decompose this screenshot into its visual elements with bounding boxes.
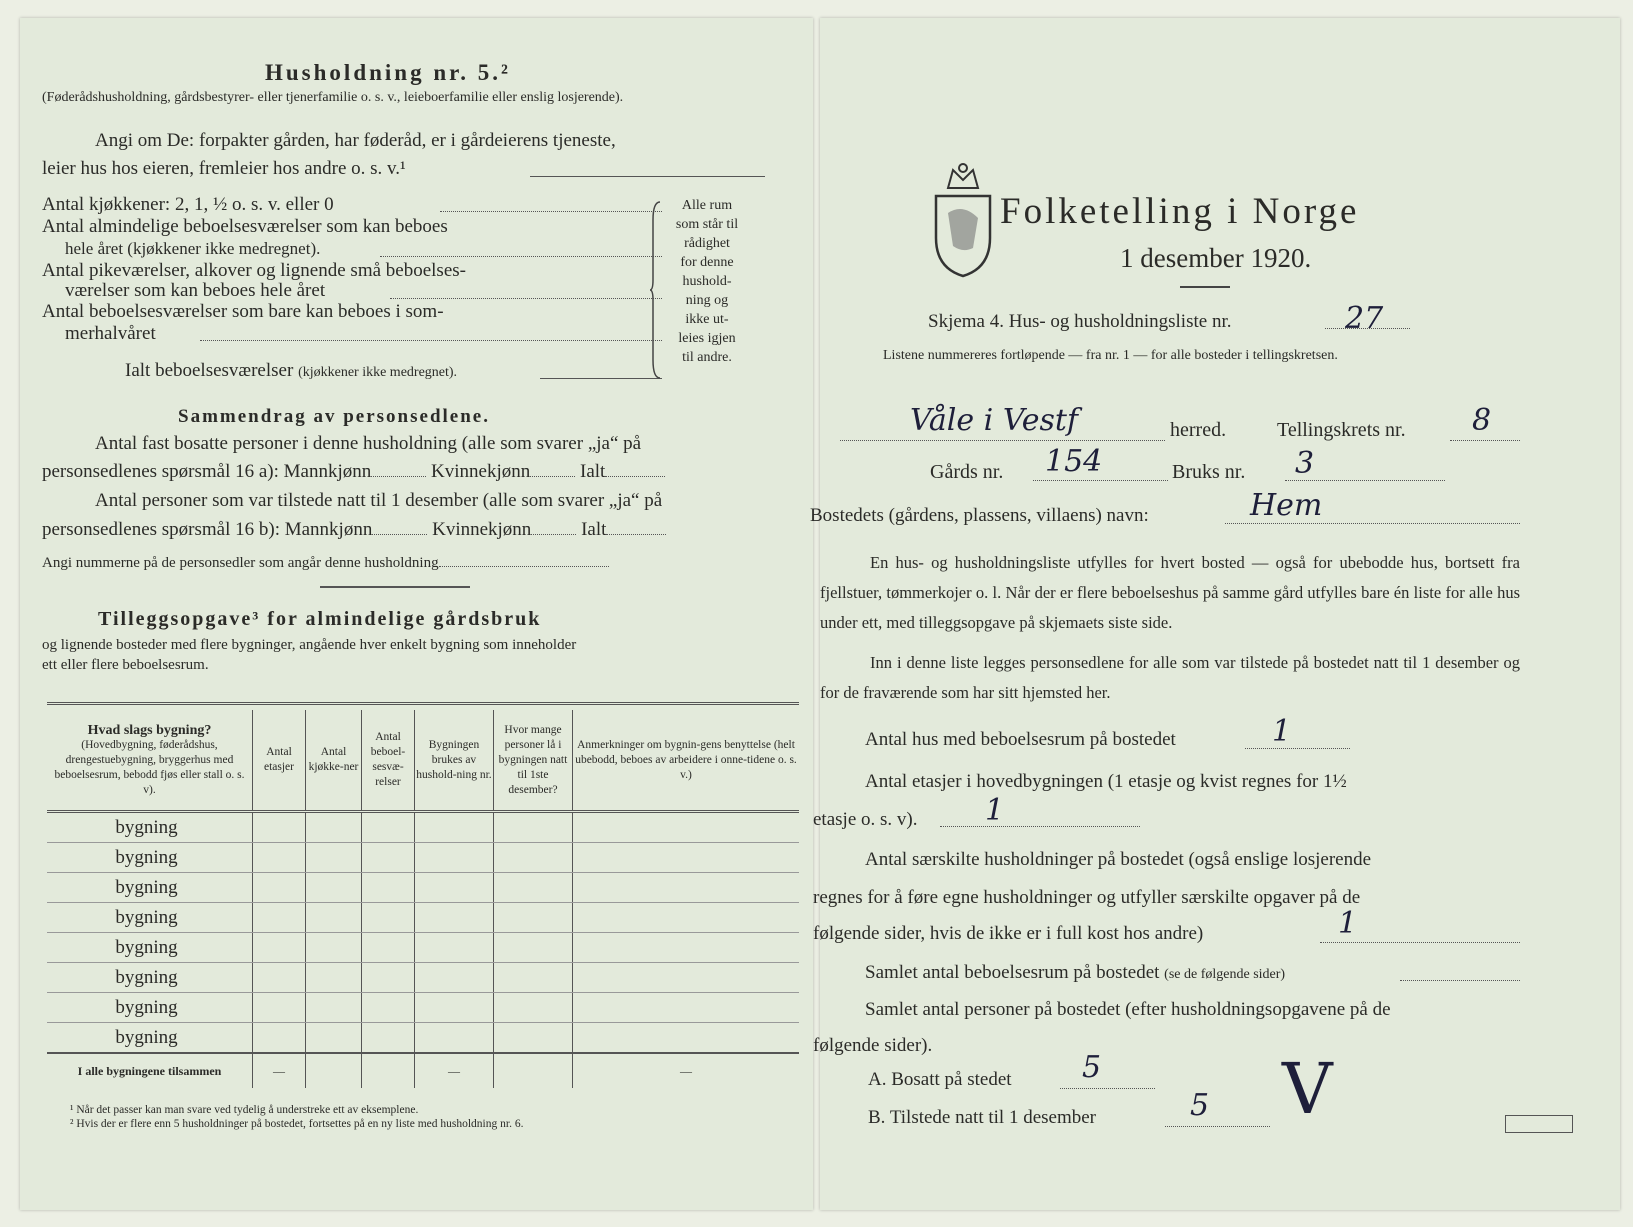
- check-mark: V: [1282, 1048, 1333, 1130]
- table-header-row: [47, 710, 799, 812]
- cell[interactable]: [573, 903, 800, 933]
- coat-of-arms-icon: [928, 158, 998, 278]
- table-row: [47, 903, 799, 933]
- side-note: [662, 196, 752, 367]
- total-rooms-label: Ialt beboelsesværelser: [125, 360, 294, 381]
- answer-line: [530, 176, 765, 177]
- cell[interactable]: [253, 933, 306, 963]
- summer-rooms-question-1: Antal beboelsesværelser som bare kan beboes i som-: [42, 301, 444, 322]
- col-building-type: [47, 710, 253, 812]
- table-row: [47, 812, 799, 843]
- numbers-line: [42, 554, 609, 573]
- table-row: [47, 873, 799, 903]
- total-rooms-answer-line[interactable]: [540, 378, 662, 379]
- table-total-row: [47, 1053, 799, 1088]
- cell[interactable]: [573, 812, 800, 843]
- cell[interactable]: [415, 812, 494, 843]
- table-row: [47, 1023, 799, 1054]
- a-field[interactable]: [1060, 1088, 1155, 1089]
- maid-rooms-question-2: værelser som kan beboes hele året: [65, 280, 326, 301]
- cell[interactable]: [253, 843, 306, 873]
- table-top-rule: [47, 702, 799, 705]
- heading-rule: [1180, 286, 1230, 288]
- bosted-label: Bostedets (gårdens, plassens, villaens) navn:: [810, 505, 1149, 526]
- q-floors-value[interactable]: 1: [985, 793, 1005, 828]
- numbers-field[interactable]: [439, 566, 609, 567]
- household-intro-note: (Føderådshusholdning, gårdsbestyrer- eller tjenerfamilie o. s. v., leieboerfamilie eller enslig losjerende).: [42, 90, 624, 105]
- cell[interactable]: [573, 963, 800, 993]
- side-note-line: ikke ut-: [685, 312, 729, 327]
- maid-rooms-question-1: Antal pikeværelser, alkover og lignende små beboelses-: [42, 260, 466, 281]
- cell[interactable]: [306, 903, 362, 933]
- side-note-line: rådighet: [684, 236, 730, 251]
- total-b-field[interactable]: [606, 534, 666, 535]
- row-label: bygning: [47, 812, 253, 843]
- cell[interactable]: [362, 843, 415, 873]
- summary-b-label: personsedlenes spørsmål 16 b): Mannkjønn: [42, 519, 373, 540]
- col-floors-label: Antal etasjer: [263, 746, 294, 773]
- schema-line: Skjema 4. Hus- og husholdningsliste nr.: [928, 311, 1232, 332]
- table-row: [47, 963, 799, 993]
- total-b-label: Ialt: [581, 519, 607, 540]
- b-label: B. Tilstede natt til 1 desember: [868, 1107, 1096, 1128]
- cell[interactable]: [415, 993, 494, 1023]
- col-floors: [253, 710, 306, 812]
- q-households-value[interactable]: 1: [1338, 906, 1358, 941]
- total-persons[interactable]: [494, 1053, 573, 1088]
- cell[interactable]: [415, 1023, 494, 1054]
- cell[interactable]: [494, 963, 573, 993]
- supplement-line1: og lignende bosteder med flere bygninger, angående hver enkelt bygning som inneholder: [42, 637, 577, 653]
- female-a-label: Kvinnekjønn: [431, 461, 531, 482]
- household-title: Husholdning nr. 5.²: [265, 60, 511, 85]
- total-remarks: —: [573, 1053, 800, 1088]
- total-floors: —: [253, 1053, 306, 1088]
- total-rooms[interactable]: [362, 1053, 415, 1088]
- herred-field[interactable]: [840, 440, 1165, 441]
- summary-a-line2: [42, 461, 665, 483]
- cell[interactable]: [415, 873, 494, 903]
- q-rooms-note: (se de følgende sider): [1164, 967, 1286, 982]
- q-rooms-field[interactable]: [1400, 980, 1520, 981]
- left-page: [20, 18, 813, 1210]
- cell[interactable]: [306, 843, 362, 873]
- q-floors-line1: Antal etasjer i hovedbygningen (1 etasje og kvist regnes for 1½: [865, 771, 1347, 792]
- q-households-field[interactable]: [1320, 942, 1520, 943]
- total-rooms-note: (kjøkkener ikke medregnet).: [298, 365, 458, 380]
- female-a-field[interactable]: [530, 476, 575, 477]
- cell[interactable]: [415, 933, 494, 963]
- col-rooms: [362, 710, 415, 812]
- q-rooms-line: [865, 961, 1285, 985]
- summary-a-label: personsedlenes spørsmål 16 a): Mannkjønn: [42, 461, 372, 482]
- divider: [320, 586, 470, 588]
- cell[interactable]: [306, 1023, 362, 1054]
- total-row-label: I alle bygningene tilsammen: [47, 1053, 253, 1088]
- cell[interactable]: [415, 843, 494, 873]
- bosted-value[interactable]: Hem: [1250, 488, 1323, 523]
- cell[interactable]: [494, 812, 573, 843]
- q-houses-value[interactable]: 1: [1272, 714, 1292, 749]
- paragraph-2: Inn i denne liste legges personsedlene for alle som var tilstede på bostedet natt til 1 desember og for de fraværende som har sitt hjemsted her.: [820, 653, 1520, 702]
- col-remarks-label: Anmerkninger om bygnin-gens benyttelse (helt ubebodd, beboes av arbeidere i onne-tidene o. s. v.): [575, 738, 797, 781]
- female-b-field[interactable]: [531, 534, 576, 535]
- side-note-line: leies igjen: [678, 331, 736, 346]
- total-rooms-question: [125, 360, 457, 382]
- total-a-field[interactable]: [605, 476, 665, 477]
- supplement-line2: ett eller flere beboelsesrum.: [42, 657, 209, 673]
- col-building-type-title: Hvad slags bygning?: [87, 722, 212, 738]
- herred-label: herred.: [1170, 419, 1227, 441]
- q-households-line3: følgende sider, hvis de ikke er i full kost hos andre): [813, 923, 1204, 944]
- listene-note: Listene nummereres fortløpende — fra nr. 1 — for alle bosteder i tellingskretsen.: [883, 348, 1338, 363]
- gards-field[interactable]: [1033, 480, 1168, 481]
- q-floors-line2: etasje o. s. v).: [813, 809, 918, 830]
- household-intro-line1: Angi om De: forpakter gården, har føderåd, er i gårdeierens tjeneste,: [95, 130, 616, 151]
- bruks-value[interactable]: 3: [1295, 446, 1315, 481]
- row-label: bygning: [47, 963, 253, 993]
- cell[interactable]: [306, 993, 362, 1023]
- col-building-type-sub: (Hovedbygning, føderådshus, drengestuebygning, bryggerhus med beboelsesrum, bebodd fjøs eller stall o. s. v).: [54, 738, 245, 796]
- table-row: [47, 933, 799, 963]
- supplement-title: Tilleggsopgave³ for almindelige gårdsbruk: [98, 608, 542, 630]
- cell[interactable]: [494, 903, 573, 933]
- a-value[interactable]: 5: [1082, 1050, 1102, 1085]
- side-note-line: ning og: [685, 293, 729, 308]
- cell[interactable]: [494, 873, 573, 903]
- a-label: A. Bosatt på stedet: [868, 1069, 1012, 1090]
- footnote-2: ² Hvis der er flere enn 5 husholdninger på bostedet, fortsettes på en ny liste med husholdning nr. 6.: [70, 1118, 524, 1130]
- kitchens-question: Antal kjøkkener: 2, 1, ½ o. s. v. eller 0: [42, 194, 334, 215]
- tellingskrets-value[interactable]: 8: [1472, 403, 1492, 438]
- total-kitchens[interactable]: [306, 1053, 362, 1088]
- row-label: bygning: [47, 1023, 253, 1054]
- cell[interactable]: [253, 873, 306, 903]
- right-page: [810, 18, 1620, 1210]
- male-a-field[interactable]: [371, 476, 426, 477]
- cell[interactable]: [362, 873, 415, 903]
- herred-value[interactable]: Våle i Vestf: [910, 403, 1079, 438]
- cell[interactable]: [253, 963, 306, 993]
- table-row: [47, 843, 799, 873]
- cell[interactable]: [306, 963, 362, 993]
- gards-label: Gårds nr.: [930, 461, 1004, 483]
- cell[interactable]: [362, 993, 415, 1023]
- cell[interactable]: [573, 843, 800, 873]
- tellingskrets-label: Tellingskrets nr.: [1277, 419, 1406, 441]
- male-b-field[interactable]: [372, 534, 427, 535]
- census-heading: Folketelling i Norge: [1000, 191, 1360, 232]
- col-household-no: [415, 710, 494, 812]
- cell[interactable]: [415, 903, 494, 933]
- summer-rooms-question-2: merhalvåret: [65, 323, 156, 344]
- row-label: bygning: [47, 873, 253, 903]
- cell[interactable]: [494, 993, 573, 1023]
- q-houses: Antal hus med beboelsesrum på bostedet: [865, 729, 1176, 750]
- summary-b-line2: [42, 519, 666, 541]
- cell[interactable]: [573, 993, 800, 1023]
- cell[interactable]: [362, 903, 415, 933]
- schema-number[interactable]: 27: [1345, 301, 1384, 336]
- cell[interactable]: [573, 1023, 800, 1054]
- row-label: bygning: [47, 933, 253, 963]
- summary-a-line1: Antal fast bosatte personer i denne husholdning (alle som svarer „ja“ på: [95, 433, 642, 454]
- paragraph-1: En hus- og husholdningsliste utfylles for hvert bosted — også for ubebodde hus, bortsett fra fjellstuer, tømmerkojer o. l. Når der er flere beboelseshus på samme gård utfylles bare én liste for alle hus under ett, med tilleggsopgave på skjemaets siste side.: [820, 553, 1520, 632]
- q-households-line1: Antal særskilte husholdninger på bostedet (også enslige losjerende: [865, 849, 1372, 870]
- total-a-label: Ialt: [580, 461, 606, 482]
- side-note-line: Alle rum: [681, 198, 733, 213]
- bosted-field[interactable]: [1225, 523, 1520, 524]
- cell[interactable]: [306, 873, 362, 903]
- bruks-label: Bruks nr.: [1172, 461, 1246, 483]
- cell[interactable]: [415, 963, 494, 993]
- col-rooms-label: Antal beboel-sesvæ-relser: [370, 731, 406, 788]
- maid-rooms-answer-line[interactable]: [390, 298, 662, 299]
- q-floors-field[interactable]: [940, 826, 1140, 827]
- rooms-question-1: Antal almindelige beboelsesværelser som kan beboes: [42, 216, 448, 237]
- tellingskrets-field[interactable]: [1450, 440, 1520, 441]
- q-households-line2: regnes for å føre egne husholdninger og utfyller særskilte opgaver på de: [813, 887, 1361, 908]
- cell[interactable]: [573, 873, 800, 903]
- cell[interactable]: [362, 812, 415, 843]
- col-persons-label: Hvor mange personer lå i bygningen natt til 1ste desember?: [498, 723, 568, 796]
- q-persons-line2: følgende sider).: [813, 1035, 933, 1056]
- q-houses-field[interactable]: [1245, 748, 1350, 749]
- row-label: bygning: [47, 993, 253, 1023]
- cell[interactable]: [253, 1023, 306, 1054]
- summary-title: Sammendrag av personsedlene.: [178, 406, 490, 427]
- census-date: 1 desember 1920.: [1120, 243, 1312, 273]
- cell[interactable]: [494, 1023, 573, 1054]
- row-label: bygning: [47, 903, 253, 933]
- b-value[interactable]: 5: [1190, 1088, 1210, 1123]
- q-rooms-label: Samlet antal beboelsesrum på bostedet: [865, 962, 1160, 983]
- cell[interactable]: [362, 1023, 415, 1054]
- cell[interactable]: [573, 933, 800, 963]
- household-intro-line2: leier hus hos eieren, fremleier hos andre o. s. v.¹: [42, 158, 406, 179]
- side-note-line: hushold-: [682, 274, 732, 289]
- col-household-no-label: Bygningen brukes av hushold-ning nr.: [416, 738, 492, 781]
- building-table: [47, 710, 799, 1088]
- gards-value[interactable]: 154: [1045, 444, 1103, 479]
- b-field[interactable]: [1165, 1126, 1270, 1127]
- cell[interactable]: [253, 812, 306, 843]
- numbers-label: Angi nummerne på de personsedler som angår denne husholdning: [42, 555, 439, 571]
- side-note-line: til andre.: [682, 350, 732, 365]
- cell[interactable]: [362, 963, 415, 993]
- cell[interactable]: [306, 933, 362, 963]
- cell[interactable]: [253, 903, 306, 933]
- col-remarks: [573, 710, 800, 812]
- col-kitchens-label: Antal kjøkke-ner: [308, 746, 359, 773]
- cell[interactable]: [306, 812, 362, 843]
- cell[interactable]: [494, 933, 573, 963]
- kitchens-answer-line[interactable]: [440, 211, 662, 212]
- printer-stamp: [1505, 1115, 1573, 1133]
- cell[interactable]: [494, 843, 573, 873]
- q-persons-line1: Samlet antal personer på bostedet (efter husholdningsopgavene på de: [865, 999, 1391, 1020]
- cell[interactable]: [362, 933, 415, 963]
- cell[interactable]: [253, 993, 306, 1023]
- side-note-line: som står til: [675, 217, 739, 232]
- side-note-line: for denne: [680, 255, 734, 270]
- female-b-label: Kvinnekjønn: [432, 519, 532, 540]
- total-household: —: [415, 1053, 494, 1088]
- rooms-question-2: hele året (kjøkkener ikke medregnet).: [65, 239, 321, 258]
- summer-rooms-answer-line[interactable]: [200, 340, 662, 341]
- rooms-answer-line[interactable]: [380, 256, 662, 257]
- table-row: [47, 993, 799, 1023]
- col-persons: [494, 710, 573, 812]
- footnote-1: ¹ Når det passer kan man svare ved tydelig å understreke ett av eksemplene.: [70, 1104, 419, 1116]
- row-label: bygning: [47, 843, 253, 873]
- summary-b-line1: Antal personer som var tilstede natt til 1 desember (alle som svarer „ja“ på: [95, 490, 663, 511]
- col-kitchens: [306, 710, 362, 812]
